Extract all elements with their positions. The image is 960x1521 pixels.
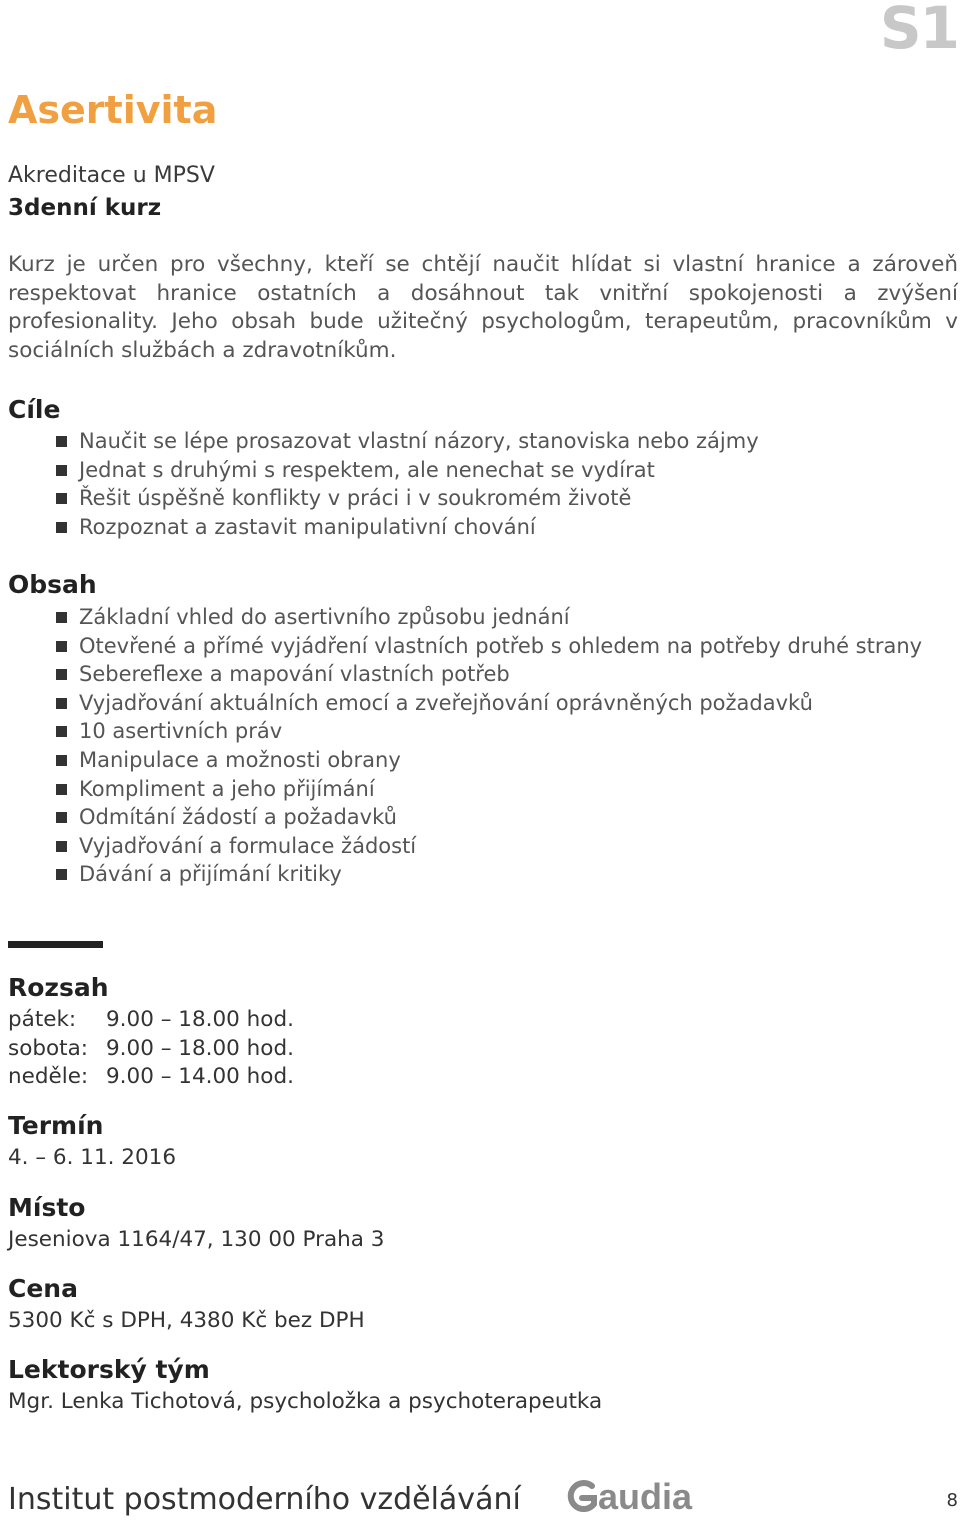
square-bullet-icon — [56, 784, 67, 795]
list-item-text: Manipulace a možnosti obrany — [79, 747, 401, 772]
list-item-text: Otevřené a přímé vyjádření vlastních potřeb s ohledem na potřeby druhé strany — [79, 633, 923, 658]
place-heading: Místo — [8, 1193, 86, 1222]
square-bullet-icon — [56, 522, 67, 533]
goals-heading: Cíle — [8, 395, 61, 424]
schedule-day: neděle: — [8, 1064, 89, 1090]
lecturers-heading: Lektorský tým — [8, 1355, 210, 1384]
page-title: Asertivita — [8, 88, 218, 132]
list-item — [56, 660, 958, 689]
list-item-text: Sebereflexe a mapování vlastních potřeb — [79, 662, 510, 687]
list-item — [56, 689, 958, 718]
square-bullet-icon — [56, 612, 67, 623]
date-value: 4. – 6. 11. 2016 — [8, 1145, 177, 1170]
list-item-text: Dávání a přijímání kritiky — [79, 862, 342, 887]
square-bullet-icon — [56, 698, 67, 709]
list-item — [56, 427, 958, 456]
list-item — [56, 803, 958, 832]
list-item-text: Naučit se lépe prosazovat vlastní názory, stanoviska nebo zájmy — [79, 429, 759, 453]
list-item — [56, 632, 958, 661]
section-divider — [8, 941, 103, 948]
course-intro — [8, 160, 215, 224]
list-item-text: 10 asertivních práv — [79, 719, 283, 744]
price-value: 5300 Kč s DPH, 4380 Kč bez DPH — [8, 1308, 365, 1333]
lecturers-value: Mgr. Lenka Tichotová, psycholožka a psychoterapeutka — [8, 1389, 603, 1414]
list-item — [56, 717, 958, 746]
accreditation-text: Akreditace u MPSV — [8, 163, 215, 188]
square-bullet-icon — [56, 755, 67, 766]
schedule-row — [8, 1063, 294, 1092]
list-item-text: Základní vhled do asertivního způsobu jednání — [79, 605, 570, 629]
list-item-text: Odmítání žádostí a požadavků — [79, 805, 397, 830]
page-number: 8 — [946, 1490, 958, 1511]
square-bullet-icon — [56, 726, 67, 737]
square-bullet-icon — [56, 436, 67, 447]
content-list — [56, 603, 958, 889]
list-item — [56, 775, 958, 804]
schedule-time: 9.00 – 14.00 hod. — [106, 1064, 294, 1090]
date-heading: Termín — [8, 1111, 104, 1140]
schedule-row — [8, 1035, 294, 1064]
square-bullet-icon — [56, 465, 67, 476]
list-item-text: Vyjadřování a formulace žádostí — [79, 833, 417, 858]
schedule-row — [8, 1006, 294, 1035]
list-item-text: Vyjadřování aktuálních emocí a zveřejňování oprávněných požadavků — [79, 690, 813, 715]
course-description: Kurz je určen pro všechny, kteří se chtějí naučit hlídat si vlastní hranice a zároveň respektovat hranice ostatních a dosáhnout tak vnitřní spokojenosti a zvýšení profesionality. Jeho obsah bude užitečný psychologům, terapeutům, pracovníkům v sociálních službách a zdravotníkům. — [8, 252, 958, 363]
scope-heading: Rozsah — [8, 973, 109, 1002]
place-value: Jeseniova 1164/47, 130 00 Praha 3 — [8, 1227, 385, 1252]
list-item-text: Rozpoznat a zastavit manipulativní chování — [79, 514, 536, 539]
list-item — [56, 484, 958, 513]
square-bullet-icon — [56, 669, 67, 680]
page-footer — [8, 1476, 958, 1521]
list-item-text: Kompliment a jeho přijímání — [79, 776, 375, 801]
square-bullet-icon — [56, 641, 67, 652]
content-heading: Obsah — [8, 570, 97, 599]
schedule-day: pátek: — [8, 1007, 77, 1032]
list-item — [56, 603, 958, 632]
list-item — [56, 832, 958, 861]
square-bullet-icon — [56, 869, 67, 880]
section-code: S1 — [879, 0, 958, 62]
course-duration: 3denní kurz — [8, 195, 162, 221]
schedule-time: 9.00 – 18.00 hod. — [106, 1007, 294, 1032]
square-bullet-icon — [56, 493, 67, 504]
list-item — [56, 456, 958, 485]
list-item — [56, 746, 958, 775]
list-item-text: Jednat s druhými s respektem, ale nenechat se vydírat — [79, 457, 655, 482]
goals-list — [56, 427, 958, 541]
schedule-day: sobota: — [8, 1035, 89, 1061]
list-item — [56, 860, 958, 889]
square-bullet-icon — [56, 812, 67, 823]
price-heading: Cena — [8, 1274, 78, 1303]
schedule-time: 9.00 – 18.00 hod. — [106, 1035, 294, 1061]
svg-text:audia: audia — [598, 1476, 693, 1517]
list-item — [56, 513, 958, 542]
schedule — [8, 1006, 294, 1092]
square-bullet-icon — [56, 841, 67, 852]
gaudia-logo — [564, 1476, 714, 1518]
list-item-text: Řešit úspěšně konflikty v práci i v soukromém životě — [79, 486, 632, 511]
institute-name: Institut postmoderního vzdělávání — [8, 1482, 521, 1517]
